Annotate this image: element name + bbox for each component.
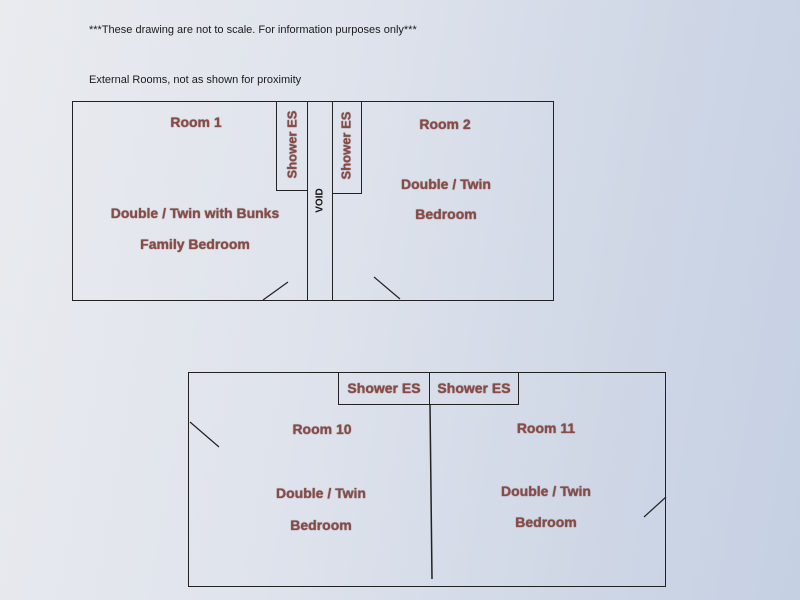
room2-name: Room 2: [419, 116, 471, 132]
room11-type-line2: Bedroom: [515, 514, 577, 530]
external-rooms-note: External Rooms, not as shown for proximity: [89, 74, 302, 86]
void-label: VOID: [314, 188, 326, 213]
room10-door-swing: [190, 422, 219, 447]
room1-door-swing: [263, 282, 288, 300]
room11-name: Room 11: [516, 420, 576, 436]
room10-name: Room 10: [292, 421, 352, 437]
room10-type-line1: Double / Twin: [276, 485, 366, 501]
room2-door-swing: [374, 277, 400, 299]
disclaimer-note: ***These drawing are not to scale. For information purposes only***: [89, 24, 417, 36]
room1-type-line1: Double / Twin with Bunks: [110, 205, 280, 221]
room2-shower-label: Shower ES: [338, 111, 354, 180]
room1-name: Room 1: [170, 114, 222, 130]
room2-type-line1: Double / Twin: [401, 176, 491, 192]
room1-type-line2: Family Bedroom: [140, 236, 250, 252]
room11-type-line1: Double / Twin: [501, 483, 591, 499]
room11-door-swing: [644, 497, 666, 517]
room10-room11-wall: [430, 405, 432, 579]
room10-shower-label: Shower ES: [347, 380, 421, 396]
room1-shower-label: Shower ES: [284, 110, 300, 179]
room2-type-line2: Bedroom: [415, 206, 477, 222]
room10-type-line2: Bedroom: [290, 517, 352, 533]
room11-shower-label: Shower ES: [437, 380, 511, 396]
